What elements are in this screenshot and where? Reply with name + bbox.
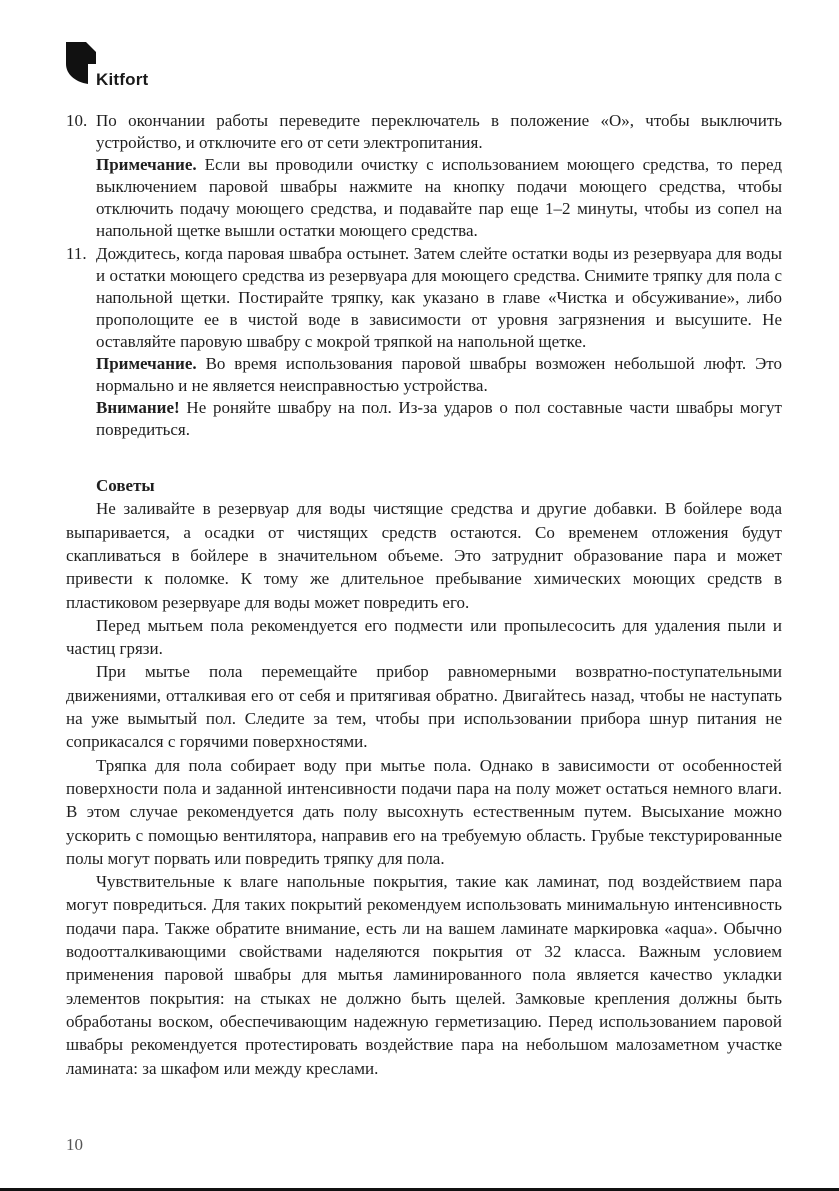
brand-name: Kitfort bbox=[96, 70, 149, 89]
step-number: 11. bbox=[66, 243, 87, 263]
step-text: Дождитесь, когда паровая швабра остынет. Затем слейте остатки воды из резервуара для воды и остатки моющего средства из резервуара для моющего средства. Снимите тряпку для пола с напольной щетки. Постирайте тряпку, как указано в главе «Чистка и обсуживание», либо прополощите ее в чистой воде в зависимости от уровня загрязнения и высушите. Не оставляйте паровую швабру с мокрой тряпкой на напольной щетке. bbox=[96, 243, 782, 351]
tips-paragraph: Перед мытьем пола рекомендуется его подмести или пропылесосить для удаления пыли и частиц грязи. bbox=[66, 615, 782, 659]
step-note bbox=[96, 154, 782, 242]
tips-paragraph: Не заливайте в резервуар для воды чистящие средства и другие добавки. В бойлере вода выпаривается, а осадки от чистящих средств остаются. Со временем отложения будут скапливаться в бойлере в значительном объеме. Это затруднит образование пара и может привести к поломке. К тому же длительное пребывание химических моющих средств в пластиковом резервуаре для воды может повредить его. bbox=[66, 499, 782, 612]
step-body bbox=[96, 110, 782, 243]
step-11 bbox=[66, 243, 782, 442]
note-label: Примечание. bbox=[96, 155, 197, 175]
step-number: 10. bbox=[66, 111, 88, 130]
note-text: Во время использования паровой швабры возможен небольшой люфт. Это нормально и не является неисправностью устройства. bbox=[96, 354, 782, 396]
note-text: Если вы проводили очистку с использованием моющего средства, то перед выключением паровой швабры нажмите на кнопку подачи моющего средства, чтобы отключить подачу моющего средства, и подавайте пар еще 1–2 минуты, чтобы из сопел на напольной щетке вышли остатки моющего средства. bbox=[96, 155, 782, 241]
tips-paragraph: Тряпка для пола собирает воду при мытье пола. Однако в зависимости от особенностей поверхности пола и заданной интенсивности подачи пара на полу может остаться немного влаги. В этом случае рекомендуется дать полу высохнуть естественным путем. Высыхание можно ускорить с помощью вентилятора, направив его на требуемую область. Грубые текстурированные полы могут порвать или повредить тряпку для пола. bbox=[66, 755, 782, 868]
kitfort-logo-icon bbox=[66, 42, 96, 84]
step-warning bbox=[96, 397, 782, 441]
step-body bbox=[96, 243, 782, 442]
step-note bbox=[96, 353, 782, 397]
warning-text: Не роняйте швабру на пол. Из-за ударов о пол составные части швабры могут повредиться. bbox=[96, 398, 782, 440]
warning-label: Внимание! bbox=[96, 398, 180, 418]
page-number: 10 bbox=[66, 1135, 83, 1154]
tips-paragraph: Чувствительные к влаге напольные покрытия, такие как ламинат, под воздействием пара могут повредиться. Для таких покрытий рекомендуем использовать минимальную интенсивность подачи пара. Также обратите внимание, есть ли на вашем ламинате маркировка «aqua». Обычно водоотталкивающими свойствами наделяются покрытия от 32 класса. Важным условием применения паровой швабры для мытья ламинированного пола является качество укладки элементов покрытия: на стыках не должно быть щелей. Замковые крепления должны быть обработаны воском, обеспечивающим надежную герметизацию. Перед использованием паровой швабры рекомендуется протестировать воздействие пара на небольшом малозаметном участке ламината: за шкафом или между креслами. bbox=[66, 872, 782, 1078]
step-text: По окончании работы переведите переключатель в положение «О», чтобы выключить устройство, и отключите его от сети электропитания. bbox=[96, 111, 782, 153]
page-content bbox=[66, 110, 782, 1080]
note-label: Примечание. bbox=[96, 354, 197, 374]
tips-heading: Советы bbox=[96, 476, 155, 496]
brand-logo bbox=[66, 42, 196, 92]
tips-paragraph: При мытье пола перемещайте прибор равномерными возвратно-поступательными движениями, отталкивая его от себя и притягивая обратно. Двигайтесь назад, чтобы не наступать на уже вымытый пол. Следите за тем, чтобы при использовании прибора шнур питания не соприкасался с горячими поверхностями. bbox=[66, 662, 782, 752]
step-10 bbox=[66, 110, 782, 243]
